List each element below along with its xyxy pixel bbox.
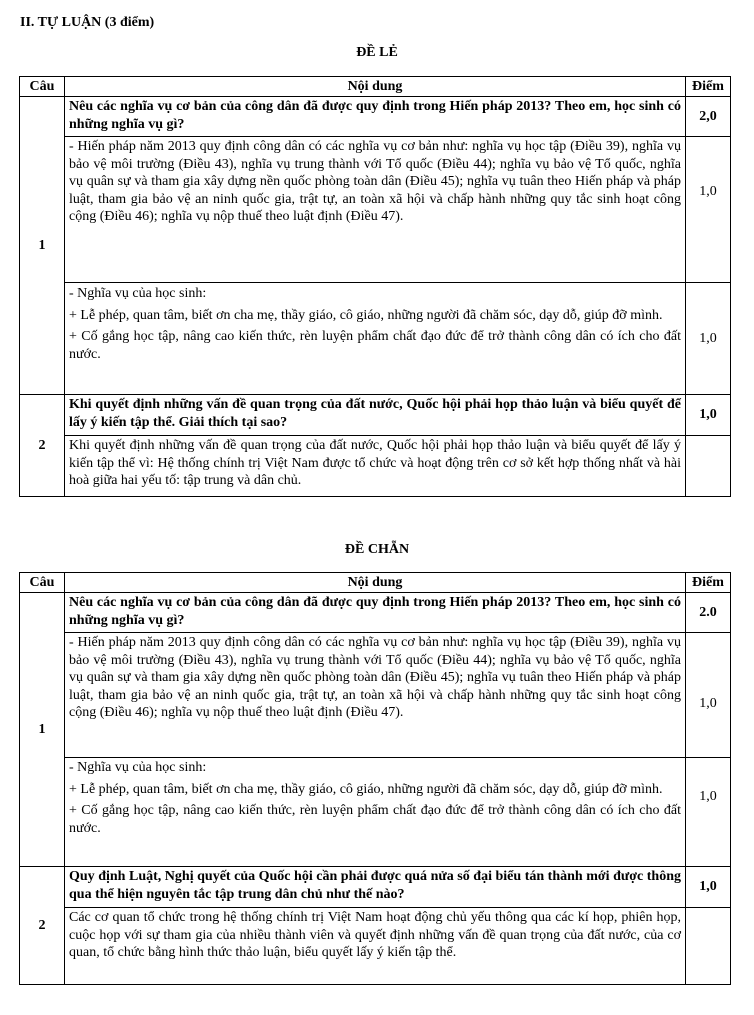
answer-score: 1,0 <box>686 633 731 758</box>
question-text: Khi quyết định những vấn đề quan trọng của đất nước, Quốc hội phải họp thảo luận và biểu quyết để lấy ý kiến tập thể. Giải thích tại sao? <box>65 395 686 436</box>
answer-text <box>65 633 686 758</box>
answer-text: Các cơ quan tổ chức trong hệ thống chính trị Việt Nam hoạt động chủ yếu thông qua các kí họp, phiên họp, cuộc họp với sự tham gia của nhiều thành viên và quyết định những vấn đề quan trọng của đất nước, của cơ quan, tổ chức bằng hình thức thảo luận, biểu quyết lấy ý kiến tập thể. <box>65 908 686 985</box>
answer-paragraph: - Hiến pháp năm 2013 quy định công dân có các nghĩa vụ cơ bản như: nghĩa vụ học tập (Điều 39), nghĩa vụ bảo vệ môi trường (Điều 43), nghĩa vụ trung thành với Tổ quốc (Điều 44); nghĩa vụ bảo vệ Tổ quốc, nghĩa vụ quân sự và tham gia xây dựng nền quốc phòng toàn dân (Điều 45); nghĩa vụ tuân theo Hiến pháp và pháp luật, tham gia bảo vệ an ninh quốc gia, trật tự, an toàn xã hội và chấp hành những quy tắc sinh hoạt công cộng (Điều 46); nghĩa vụ nộp thuế theo luật định (Điều 47). <box>69 139 681 224</box>
col-header-question: Câu <box>20 77 65 97</box>
answer-subtitle: - Nghĩa vụ của học sinh: <box>69 286 207 301</box>
table-row <box>20 436 731 497</box>
answer-item: + Cố gắng học tập, nâng cao kiến thức, rèn luyện phẩm chất đạo đức để trở thành công dân có ích cho đất nước. <box>69 329 681 362</box>
table-row <box>20 283 731 395</box>
answer-item: + Cố gắng học tập, nâng cao kiến thức, rèn luyện phẩm chất đạo đức để trở thành công dân có ích cho đất nước. <box>69 803 681 836</box>
table-row <box>20 593 731 633</box>
question-score: 2.0 <box>686 593 731 633</box>
table-row <box>20 395 731 436</box>
table-header-row <box>20 573 731 593</box>
table-header-row <box>20 77 731 97</box>
answer-score-empty <box>686 436 731 497</box>
col-header-score: Điểm <box>686 573 731 593</box>
answer-score-empty <box>686 908 731 985</box>
answer-item: + Lễ phép, quan tâm, biết ơn cha mẹ, thầy giáo, cô giáo, những người đã chăm sóc, dạy dỗ, giúp đỡ mình. <box>69 307 663 323</box>
question-text: Nêu các nghĩa vụ cơ bản của công dân đã được quy định trong Hiến pháp 2013? Theo em, học sinh có những nghĩa vụ gì? <box>65 593 686 633</box>
answer-text <box>65 137 686 283</box>
question-number: 2 <box>20 395 65 497</box>
col-header-question: Câu <box>20 573 65 593</box>
question-text: Nêu các nghĩa vụ cơ bản của công dân đã được quy định trong Hiến pháp 2013? Theo em, học sinh có những nghĩa vụ gì? <box>65 97 686 137</box>
question-number: 1 <box>20 97 65 395</box>
question-number: 1 <box>20 593 65 867</box>
table-row <box>20 867 731 908</box>
section-title: II. TỰ LUẬN (3 điểm) <box>20 15 155 30</box>
answer-table-even <box>19 572 731 985</box>
exam-heading-even: ĐỀ CHẴN <box>344 542 410 557</box>
question-score: 2,0 <box>686 97 731 137</box>
answer-table-odd <box>19 76 731 497</box>
answer-score: 1,0 <box>686 758 731 867</box>
table-row <box>20 758 731 867</box>
answer-text <box>65 283 686 395</box>
col-header-content: Nội dung <box>65 573 686 593</box>
col-header-content: Nội dung <box>65 77 686 97</box>
question-text: Quy định Luật, Nghị quyết của Quốc hội cần phải được quá nửa số đại biểu tán thành mới được thông qua thể hiện nguyên tắc tập trung dân chủ như thế nào? <box>65 867 686 908</box>
table-row <box>20 908 731 985</box>
answer-score: 1,0 <box>686 137 731 283</box>
answer-item: + Lễ phép, quan tâm, biết ơn cha mẹ, thầy giáo, cô giáo, những người đã chăm sóc, dạy dỗ, giúp đỡ mình. <box>69 781 663 797</box>
question-score: 1,0 <box>686 867 731 908</box>
question-number: 2 <box>20 867 65 985</box>
col-header-score: Điểm <box>686 77 731 97</box>
answer-subtitle: - Nghĩa vụ của học sinh: <box>69 760 207 775</box>
answer-text: Khi quyết định những vấn đề quan trọng của đất nước, Quốc hội phải họp thảo luận và biểu quyết để lấy ý kiến tập thể vì: Hệ thống chính trị Việt Nam được tổ chức và hoạt động trên cơ sở kết hợp thống nhất và hài hoà giữa hai yếu tố: tập trung và dân chủ. <box>65 436 686 497</box>
table-row <box>20 97 731 137</box>
question-score: 1,0 <box>686 395 731 436</box>
table-row <box>20 137 731 283</box>
answer-paragraph: - Hiến pháp năm 2013 quy định công dân có các nghĩa vụ cơ bản như: nghĩa vụ học tập (Điều 39), nghĩa vụ bảo vệ môi trường (Điều 43), nghĩa vụ trung thành với Tổ quốc (Điều 44); nghĩa vụ bảo vệ Tổ quốc, nghĩa vụ quân sự và tham gia xây dựng nền quốc phòng toàn dân (Điều 45); nghĩa vụ tuân theo Hiến pháp và pháp luật, tham gia bảo vệ an ninh quốc gia, trật tự, an toàn xã hội và chấp hành những quy tắc sinh hoạt công cộng (Điều 46); nghĩa vụ nộp thuế theo luật định (Điều 47). <box>69 635 681 720</box>
exam-heading-odd: ĐỀ LẺ <box>356 45 398 60</box>
answer-score: 1,0 <box>686 283 731 395</box>
table-row <box>20 633 731 758</box>
answer-text <box>65 758 686 867</box>
